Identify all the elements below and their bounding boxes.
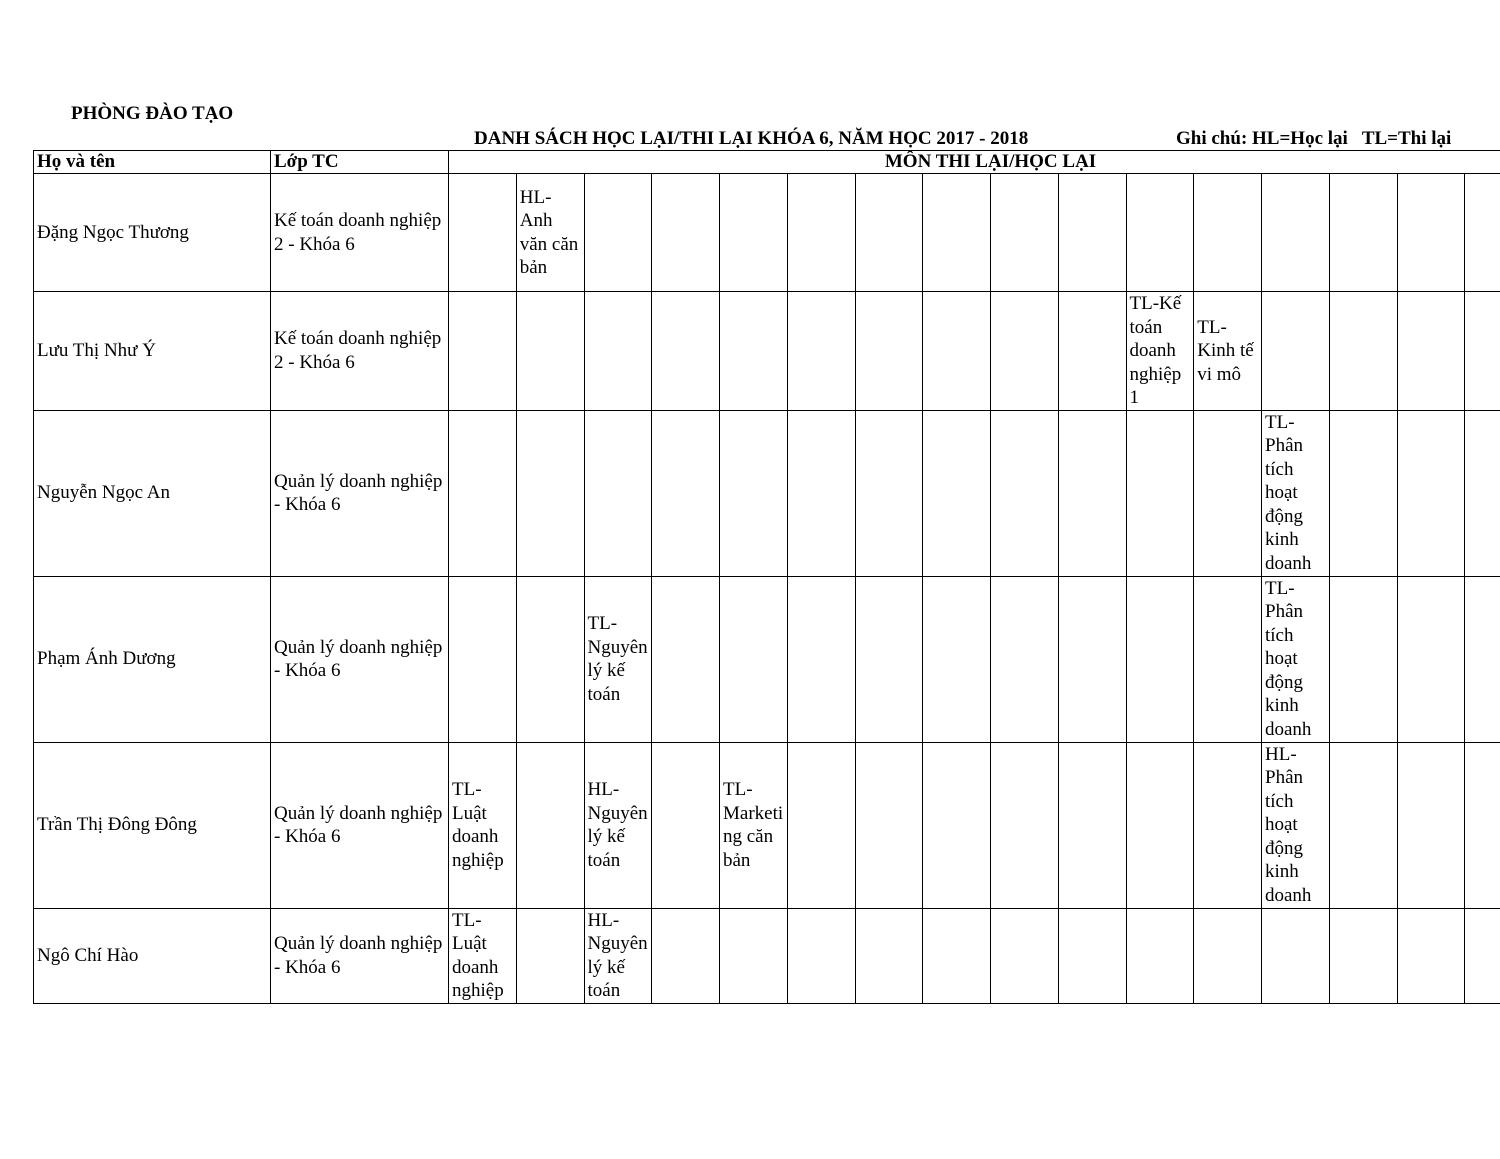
subject-cell: TL-Kế toán doanh nghiệp 1 — [1126, 292, 1194, 411]
subject-cell — [1126, 174, 1194, 292]
document-title: DANH SÁCH HỌC LẠI/THI LẠI KHÓA 6, NĂM HỌC 2017 - 2018 — [474, 128, 1029, 149]
subject-cell — [1465, 908, 1500, 1003]
subject-cell — [1126, 908, 1194, 1003]
table-row — [34, 410, 1500, 576]
student-name: Lưu Thị Như Ý — [34, 292, 271, 411]
subject-cell: HL-Phân tích hoạt động kinh doanh — [1262, 742, 1330, 908]
subject-cell — [449, 292, 517, 411]
subject-cell — [652, 742, 720, 908]
column-header-subjects: MÔN THI LẠI/HỌC LẠI — [449, 151, 1500, 174]
subject-cell — [584, 410, 652, 576]
table-header-row — [34, 151, 1500, 174]
subject-cell — [1465, 292, 1500, 411]
subject-cell — [855, 410, 923, 576]
subject-cell — [1262, 908, 1330, 1003]
subject-cell — [1329, 410, 1397, 576]
subject-cell — [923, 576, 991, 742]
subject-cell — [855, 908, 923, 1003]
table-row — [34, 576, 1500, 742]
subject-cell — [1397, 174, 1465, 292]
subject-cell — [991, 292, 1059, 411]
subject-cell — [1194, 410, 1262, 576]
subject-cell — [1397, 576, 1465, 742]
subject-cell: TL-Luật doanh nghiệp — [449, 742, 517, 908]
subject-cell — [1058, 908, 1126, 1003]
subject-cell — [787, 410, 855, 576]
legend-hl: Ghi chú: HL=Học lại — [1176, 128, 1348, 149]
subject-cell — [991, 576, 1059, 742]
column-header-name: Họ và tên — [34, 151, 271, 174]
subject-cell — [584, 174, 652, 292]
subject-cell: HL-Nguyên lý kế toán — [584, 742, 652, 908]
subject-cell — [449, 410, 517, 576]
subject-cell — [1058, 410, 1126, 576]
subject-cell — [652, 908, 720, 1003]
subject-cell — [787, 576, 855, 742]
subject-cell — [1058, 742, 1126, 908]
subject-cell — [787, 908, 855, 1003]
subject-cell — [787, 174, 855, 292]
subject-cell — [720, 292, 788, 411]
subject-cell — [1194, 174, 1262, 292]
subject-cell — [1329, 292, 1397, 411]
table-row — [34, 742, 1500, 908]
student-name: Phạm Ánh Dương — [34, 576, 271, 742]
subject-cell — [1194, 576, 1262, 742]
table-body — [34, 174, 1500, 1004]
subject-cell — [1329, 742, 1397, 908]
class-name: Quản lý doanh nghiệp - Khóa 6 — [271, 410, 449, 576]
subject-cell — [1329, 908, 1397, 1003]
subject-cell — [855, 576, 923, 742]
subject-cell — [787, 292, 855, 411]
subject-cell — [787, 742, 855, 908]
column-header-class: Lớp TC — [271, 151, 449, 174]
class-name: Kế toán doanh nghiệp 2 - Khóa 6 — [271, 292, 449, 411]
subject-cell — [1329, 174, 1397, 292]
subject-cell — [652, 174, 720, 292]
subject-cell: TL-Phân tích hoạt động kinh doanh — [1262, 576, 1330, 742]
subject-cell — [652, 292, 720, 411]
subject-cell — [991, 742, 1059, 908]
subject-cell — [449, 174, 517, 292]
student-name: Trần Thị Đông Đông — [34, 742, 271, 908]
subject-cell: TL-Marketing căn bản — [720, 742, 788, 908]
table-row — [34, 174, 1500, 292]
subject-cell — [1465, 410, 1500, 576]
subject-cell: TL-Nguyên lý kế toán — [584, 576, 652, 742]
subject-cell — [720, 576, 788, 742]
subject-cell — [1397, 292, 1465, 411]
subject-cell — [1397, 742, 1465, 908]
subject-cell — [1058, 292, 1126, 411]
subject-cell — [449, 576, 517, 742]
subject-cell — [1194, 742, 1262, 908]
subject-cell: HL-Anh văn căn bản — [516, 174, 584, 292]
subject-cell — [923, 908, 991, 1003]
subject-cell: TL-Luật doanh nghiệp — [449, 908, 517, 1003]
class-name: Kế toán doanh nghiệp 2 - Khóa 6 — [271, 174, 449, 292]
class-name: Quản lý doanh nghiệp - Khóa 6 — [271, 576, 449, 742]
subject-cell — [1329, 576, 1397, 742]
subject-cell — [923, 742, 991, 908]
student-name: Ngô Chí Hào — [34, 908, 271, 1003]
subject-cell — [584, 292, 652, 411]
subject-cell — [1262, 174, 1330, 292]
subject-cell — [516, 908, 584, 1003]
subject-cell — [923, 410, 991, 576]
legend-note — [1176, 128, 1451, 150]
subject-cell — [652, 410, 720, 576]
subject-cell — [720, 410, 788, 576]
subject-cell — [1397, 410, 1465, 576]
class-name: Quản lý doanh nghiệp - Khóa 6 — [271, 908, 449, 1003]
subject-cell — [991, 410, 1059, 576]
subject-cell — [855, 742, 923, 908]
subject-cell — [720, 908, 788, 1003]
subject-cell — [1397, 908, 1465, 1003]
subject-cell — [1126, 576, 1194, 742]
subject-cell: HL-Nguyên lý kế toán — [584, 908, 652, 1003]
subject-cell: TL-Phân tích hoạt động kinh doanh — [1262, 410, 1330, 576]
table-row — [34, 292, 1500, 411]
subject-cell — [516, 410, 584, 576]
subject-cell — [923, 174, 991, 292]
subject-cell — [1465, 174, 1500, 292]
subject-cell — [516, 576, 584, 742]
subject-cell — [855, 292, 923, 411]
subject-cell — [652, 576, 720, 742]
subject-cell — [855, 174, 923, 292]
subject-cell — [1058, 174, 1126, 292]
subject-cell — [1262, 292, 1330, 411]
subject-cell — [720, 174, 788, 292]
subject-cell: TL-Kinh tế vi mô — [1194, 292, 1262, 411]
subject-cell — [1465, 742, 1500, 908]
department-heading: PHÒNG ĐÀO TẠO — [71, 103, 234, 124]
subject-cell — [991, 908, 1059, 1003]
student-name: Đặng Ngọc Thương — [34, 174, 271, 292]
subject-cell — [991, 174, 1059, 292]
subject-cell — [923, 292, 991, 411]
class-name: Quản lý doanh nghiệp - Khóa 6 — [271, 742, 449, 908]
table-row — [34, 908, 1500, 1003]
subject-cell — [1058, 576, 1126, 742]
subject-cell — [1465, 576, 1500, 742]
subject-cell — [1126, 410, 1194, 576]
subject-cell — [1194, 908, 1262, 1003]
legend-tl: TL=Thi lại — [1361, 128, 1452, 149]
subject-cell — [516, 742, 584, 908]
retake-table — [33, 150, 1500, 1004]
subject-cell — [1126, 742, 1194, 908]
subject-cell — [516, 292, 584, 411]
student-name: Nguyễn Ngọc An — [34, 410, 271, 576]
